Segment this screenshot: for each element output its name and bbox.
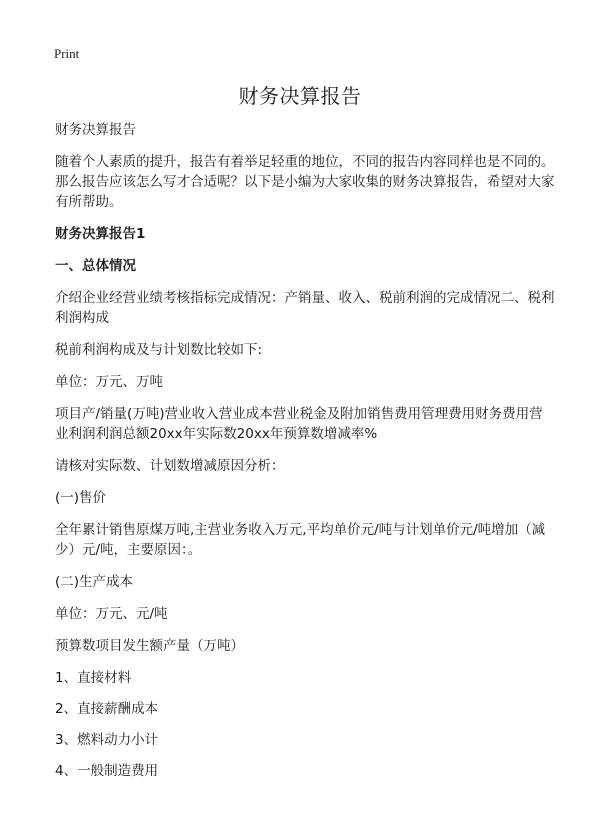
print-link[interactable]: Print: [54, 46, 80, 61]
list-item-overhead: 4、一般制造费用: [55, 763, 159, 779]
section-heading-report-1: 财务决算报告1: [55, 226, 146, 242]
paragraph-intro: 随着个人素质的提升，报告有着举足轻重的地位，不同的报告内容同样也是不同的。那么报告应该怎么写才合适呢？以下是小编为大家收集的财务决算报告，希望对大家有所帮助。: [55, 154, 555, 210]
paragraph-unit-2: 单位：万元、元/吨: [55, 606, 168, 622]
paragraph-subtitle: 财务决算报告: [55, 122, 136, 138]
list-item-fuel: 3、燃料动力小计: [55, 732, 159, 748]
section-heading-overview: 一、总体情况: [55, 258, 136, 274]
paragraph-analysis: 请核对实际数、计划数增减原因分析：: [55, 458, 285, 474]
subheading-price: (一)售价: [55, 490, 107, 506]
list-item-salary: 2、直接薪酬成本: [55, 701, 159, 717]
document-body: [55, 120, 555, 792]
paragraph-unit-1: 单位：万元、万吨: [55, 374, 163, 390]
paragraph-profit-intro: 税前利润构成及与计划数比较如下:: [55, 342, 263, 358]
paragraph-price: 全年累计销售原煤万吨,主营业务收入万元,平均单价元/吨与计划单价元/吨增加（减少）元/吨，主要原因：。: [55, 522, 546, 558]
paragraph-overview: 介绍企业经营业绩考核指标完成情况：产销量、收入、税前利润的完成情况二、税利利润构成: [55, 290, 555, 326]
paragraph-items: 项目产/销量(万吨)营业收入营业成本营业税金及附加销售费用管理费用财务费用营业利润利润总额20xx年实际数20xx年预算数增减率%: [55, 406, 543, 442]
paragraph-budget: 预算数项目发生额产量（万吨）: [55, 638, 244, 654]
document-title: 财务决算报告: [238, 84, 362, 108]
subheading-cost: (二)生产成本: [55, 574, 134, 590]
list-item-materials: 1、直接材料: [55, 670, 132, 686]
